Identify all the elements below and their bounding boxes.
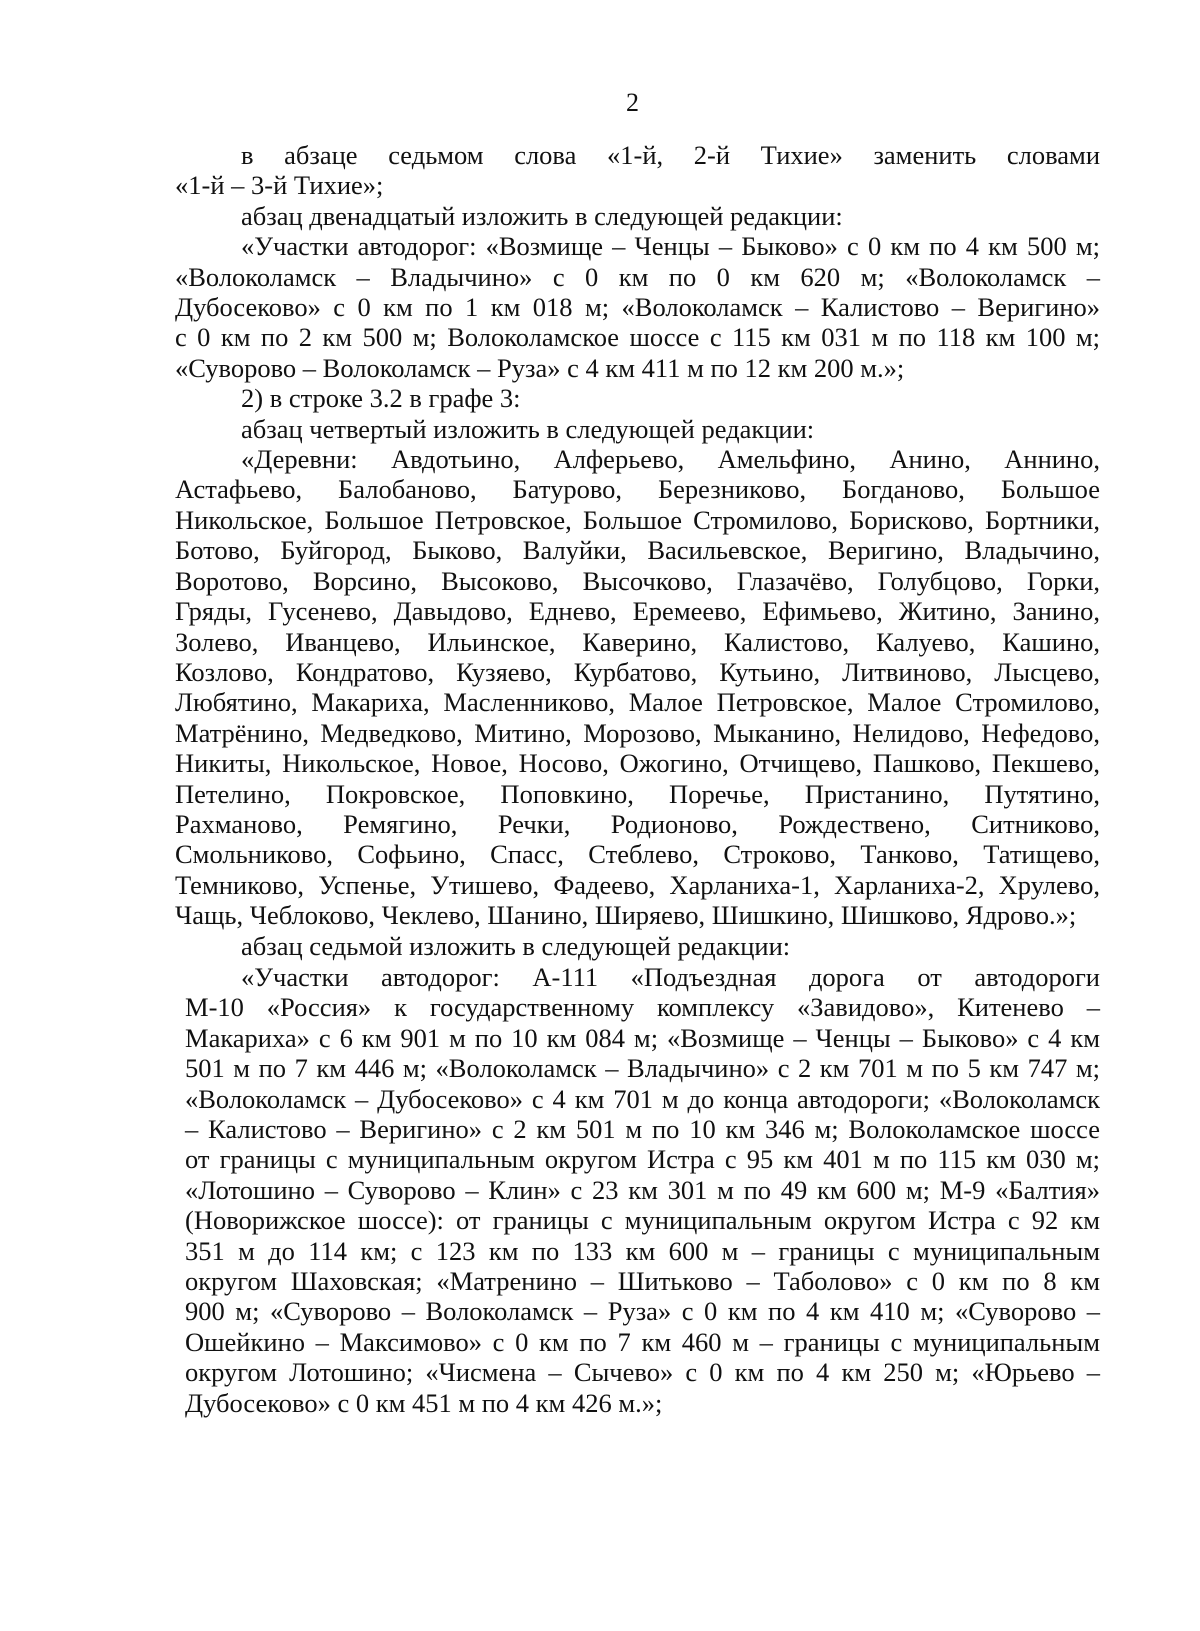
text-line: «Суворово – Волоколамск – Руза» с 4 км 411 м по 12 км 200 м.»; [175,352,905,383]
text-line: 900 м; «Суворово – Волоколамск – Руза» с 0 км по 4 км 410 м; «Суворово – [185,1296,1100,1327]
text-line: Золево, Иванцево, Ильинское, Каверино, Калистово, Калуево, Кашино, [175,626,1100,657]
text-line: Матрёнино, Медведково, Митино, Морозово, Мыканино, Нелидово, Нефедово, [175,717,1100,748]
text-line: «Участки автодорог: А-111 «Подъездная дорога от автодороги [241,962,1100,992]
text-line: Ошейкино – Максимово» с 0 км по 7 км 460 м – границы с муниципальным [185,1326,1100,1357]
text-line: 501 м по 7 км 446 м; «Волоколамск – Владычино» с 2 км 701 м по 5 км 747 м; [185,1053,1100,1084]
text-line: Смольниково, Софьино, Спасс, Стеблево, Строково, Танково, Татищево, [175,839,1100,870]
text-line: округом Шаховская; «Матренино – Шитьково – Таболово» с 0 км по 8 км [185,1266,1100,1297]
text-line: абзац двенадцатый изложить в следующей редакции: [241,200,843,231]
text-line: абзац седьмой изложить в следующей редакции: [241,930,791,961]
text-line: «1-й – 3-й Тихие»; [175,170,384,201]
text-line: «Участки автодорог: «Возмище – Ченцы – Быково» с 0 км по 4 км 500 м; [241,231,1100,262]
text-line: «Волоколамск – Владычино» с 0 км по 0 км 620 м; «Волоколамск – [175,261,1100,292]
text-line: Ботово, Буйгород, Быково, Валуйки, Васильевское, Веригино, Владычино, [175,535,1100,566]
text-line: абзац четвертый изложить в следующей редакции: [241,413,815,444]
text-line: – Калистово – Веригино» с 2 км 501 м по 10 км 346 м; Волоколамское шоссе [185,1114,1100,1145]
text-line: Петелино, Покровское, Поповкино, Поречье, Пристанино, Путятино, [175,778,1100,809]
text-line: Дубосеково» с 0 км по 1 км 018 м; «Волоколамск – Калистово – Веригино» [175,292,1100,323]
text-line: Никиты, Никольское, Новое, Носово, Ожогино, Отчищево, Пашково, Пекшево, [175,748,1100,779]
text-line: округом Лотошино; «Чисмена – Сычево» с 0 км по 4 км 250 м; «Юрьево – [185,1357,1100,1388]
text-line: Астафьево, Балобаново, Батурово, Березниково, Богданово, Большое [175,474,1100,505]
text-line: Макариха» с 6 км 901 м по 10 км 084 м; «Возмище – Ченцы – Быково» с 4 км [185,1022,1100,1053]
text-line: Любятино, Макариха, Масленниково, Малое Петровское, Малое Стромилово, [175,687,1100,718]
body-text-upper [175,140,1100,961]
text-line: 351 м до 114 км; с 123 км по 133 км 600 м – границы с муниципальным [185,1235,1100,1266]
text-line: Чащь, Чеблоково, Чеклево, Шанино, Ширяево, Шишкино, Шишково, Ядрово.»; [175,900,1077,931]
text-line: Рахманово, Ремягино, Речки, Родионово, Рождествено, Ситниково, [175,808,1100,839]
text-line: в абзаце седьмом слова «1-й, 2-й Тихие» заменить словами [241,140,1100,170]
text-line: «Волоколамск – Дубосеково» с 4 км 701 м до конца автодороги; «Волоколамск [185,1083,1100,1114]
text-line: (Новорижское шоссе): от границы с муниципальным округом Истра с 92 км [185,1205,1100,1236]
text-line: Темниково, Успенье, Утишево, Фадеево, Харланиха-1, Харланиха-2, Хрулево, [175,869,1100,900]
text-line: Гряды, Гусенево, Давыдово, Еднево, Еремеево, Ефимьево, Житино, Занино, [175,596,1100,627]
text-line: 2) в строке 3.2 в графе 3: [241,383,521,414]
text-line: от границы с муниципальным округом Истра с 95 км 401 м по 115 км 030 м; [185,1144,1100,1175]
text-line: с 0 км по 2 км 500 м; Волоколамское шоссе с 115 км 031 м по 118 км 100 м; [175,322,1100,353]
text-line: Никольское, Большое Петровское, Большое Стромилово, Борисково, Бортники, [175,504,1100,535]
text-line: «Деревни: Авдотьино, Алферьево, Амельфино, Анино, Аннино, [241,444,1100,475]
text-line: Воротово, Ворсино, Высоково, Высочково, Глазачёво, Голубцово, Горки, [175,565,1100,596]
text-line: «Лотошино – Суворово – Клин» с 23 км 301 м по 49 км 600 м; М-9 «Балтия» [185,1174,1100,1205]
text-line: Козлово, Кондратово, Кузяево, Курбатово, Кутьино, Литвиново, Лысцево, [175,656,1100,687]
body-text-lower [185,962,1100,1418]
text-line: Дубосеково» с 0 км 451 м по 4 км 426 м.»; [185,1387,663,1418]
page-number: 2 [626,88,639,117]
text-line: М-10 «Россия» к государственному комплексу «Завидово», Китенево – [185,992,1100,1023]
